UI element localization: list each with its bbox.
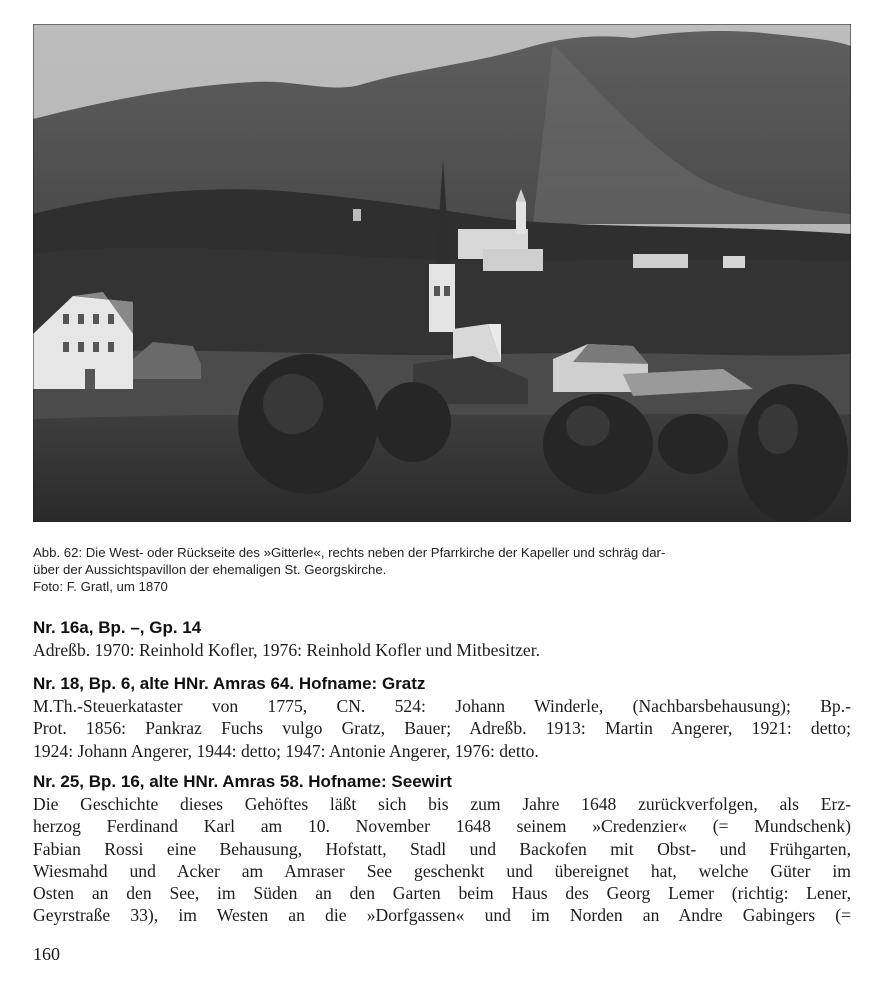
caption-line: Abb. 62: Die West- oder Rückseite des »Gitterle«, rechts neben der Pfarrkirche der Kapeller und schräg dar- — [33, 545, 666, 560]
entry-text-line: 1924: Johann Angerer, 1944: detto; 1947: Antonie Angerer, 1976: detto. — [33, 740, 539, 761]
entry-heading: Nr. 25, Bp. 16, alte HNr. Amras 58. Hofname: Seewirt — [33, 772, 452, 791]
entry-text-line: M.Th.-Steuerkataster von 1775, CN. 524: Johann Winderle, (Nachbarsbehausung); Bp.- — [33, 696, 851, 716]
entry-text-line: Fabian Rossi eine Behausung, Hofstatt, Stadl und Backofen mit Obst- und Frühgarten, — [33, 838, 851, 859]
caption-line: über der Aussichtspavillon der ehemaligen St. Georgskirche. — [33, 562, 387, 577]
entry-text-line: Wiesmahd und Acker am Amraser See geschenkt und übereignet hat, welche Güter im — [33, 860, 851, 881]
caption-line: Foto: F. Gratl, um 1870 — [33, 579, 168, 594]
figure-caption — [33, 544, 851, 595]
entry-nr-25 — [33, 771, 851, 927]
entry-text-line: Prot. 1856: Pankraz Fuchs vulgo Gratz, Bauer; Adreßb. 1913: Martin Angerer, 1921: detto; — [33, 718, 851, 739]
entry-text-line: Osten an den See, im Süden an den Garten beim Haus des Georg Lemer (richtig: Lener, — [33, 883, 851, 904]
entry-heading: Nr. 18, Bp. 6, alte HNr. Amras 64. Hofname: Gratz — [33, 674, 426, 693]
historic-photo — [33, 24, 851, 522]
entry-text-line: Adreßb. 1970: Reinhold Kofler, 1976: Reinhold Kofler und Mitbesitzer. — [33, 640, 540, 660]
entry-text-line: Geyrstraße 33), im Westen an die »Dorfgassen« und im Norden an Andre Gabingers (= — [33, 905, 851, 926]
entry-nr-18 — [33, 673, 851, 762]
page-number: 160 — [33, 944, 60, 964]
entry-text-line: herzog Ferdinand Karl am 10. November 1648 seinem »Credenzier« (= Mundschenk) — [33, 816, 851, 837]
entry-text-line: Die Geschichte dieses Gehöftes läßt sich bis zum Jahre 1648 zurückverfolgen, als Erz- — [33, 794, 851, 814]
entry-heading: Nr. 16a, Bp. –, Gp. 14 — [33, 618, 202, 637]
entry-nr-16a — [33, 617, 851, 661]
